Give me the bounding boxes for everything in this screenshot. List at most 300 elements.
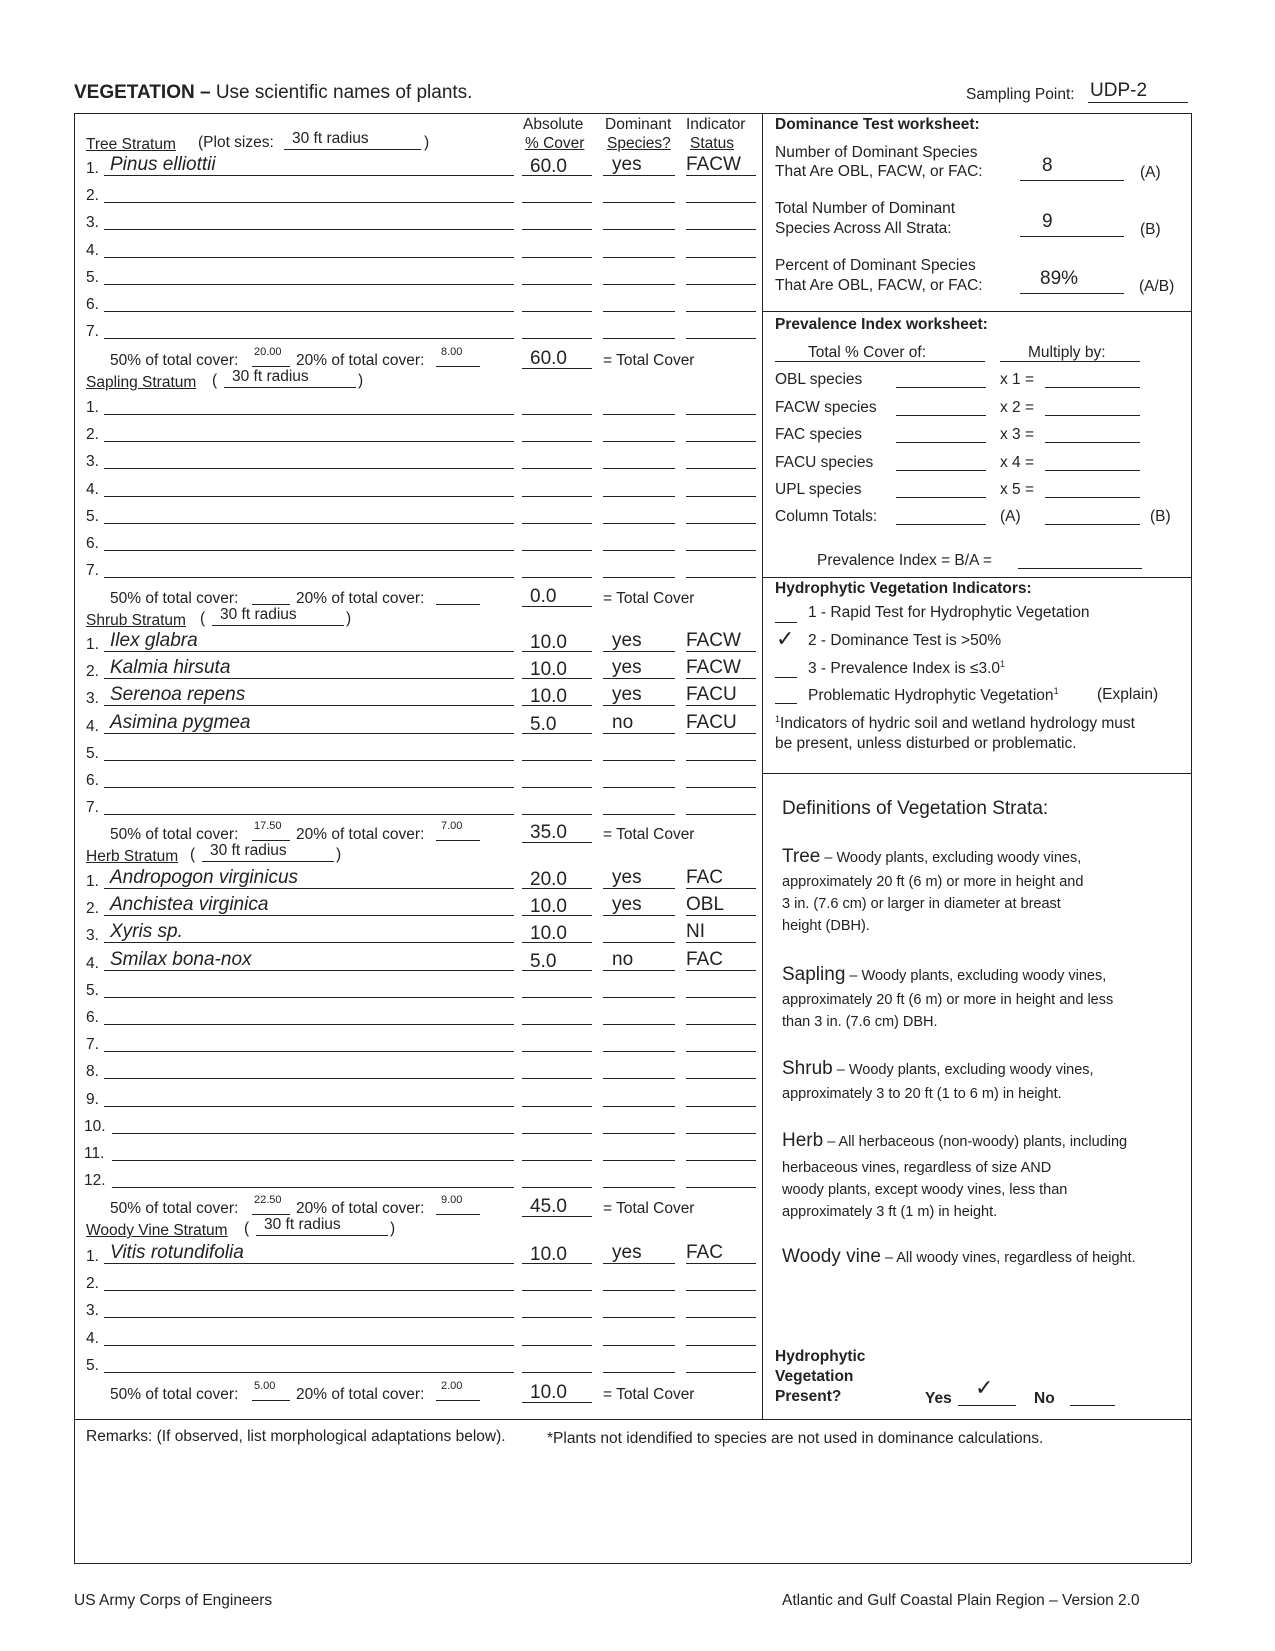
herb-dominant-line[interactable] (603, 1160, 675, 1161)
prevalence-row-cover-line[interactable] (896, 415, 986, 416)
herb-row-number: 6. (86, 1009, 99, 1026)
prevalence-row-cover-line[interactable] (896, 470, 986, 471)
herb-plot-value[interactable]: 30 ft radius (210, 842, 287, 859)
vine-status-line[interactable] (686, 1317, 756, 1318)
sapling-row-number: 6. (86, 535, 99, 552)
def-sapling-l2: approximately 20 ft (6 m) or more in height and less (782, 992, 1114, 1008)
sapling-dominant-line[interactable] (603, 523, 675, 524)
herb-dominant-line[interactable] (603, 1024, 675, 1025)
indicator-1-label: 1 - Rapid Test for Hydrophytic Vegetation (808, 604, 1090, 621)
sapling-cover-line[interactable] (522, 441, 592, 442)
indicators-title: Hydrophytic Vegetation Indicators: (775, 580, 1032, 597)
sapling-dominant-line[interactable] (603, 577, 675, 578)
tree-status-line[interactable] (686, 202, 756, 203)
shrub-species-line[interactable] (104, 814, 514, 815)
vine-row-number: 1. (86, 1248, 99, 1265)
sapling-total-label: = Total Cover (603, 590, 695, 607)
dominance-title: Dominance Test worksheet: (775, 116, 980, 133)
herb-row-number: 5. (86, 981, 99, 999)
sapling-cover-line[interactable] (522, 523, 592, 524)
dominance-b-l1: Total Number of Dominant (775, 200, 956, 217)
prevalence-row-cover-line[interactable] (896, 442, 986, 443)
vine-open-paren: ( (244, 1220, 250, 1237)
herb-cover: 10.0 (530, 896, 567, 918)
shrub-status: FACW (686, 630, 741, 651)
shrub-twenty-value[interactable]: 7.00 (441, 820, 463, 832)
herb-cover-line[interactable] (522, 1106, 592, 1107)
shrub-row-number: 1. (86, 636, 99, 653)
indicator-3-text: 3 - Prevalence Index is ≤3.0 (808, 660, 1001, 678)
tree-twenty-value[interactable]: 8.00 (441, 346, 463, 358)
sampling-point-value[interactable]: UDP-2 (1090, 80, 1148, 101)
indicator-4-label (808, 686, 1059, 705)
vine-twenty-value[interactable]: 2.00 (441, 1380, 463, 1392)
herb-species-line[interactable] (104, 997, 514, 998)
def-sapling-text: – Woody plants, excluding woody vines, (849, 968, 1107, 984)
vine-row-number: 4. (86, 1329, 99, 1347)
herb-open-paren: ( (190, 846, 196, 863)
indicator-4-explain: (Explain) (1097, 686, 1159, 703)
vine-cover-line[interactable] (522, 1345, 592, 1346)
herb-cover-line[interactable] (522, 1187, 592, 1188)
herb-status: OBL (686, 894, 725, 916)
prevalence-row-mult: x 5 = (1000, 481, 1035, 498)
tree-row-number: 3. (86, 214, 99, 232)
vine-species-line[interactable] (104, 1345, 514, 1346)
herb-row-number: 4. (86, 954, 99, 972)
present-no-label: No (1034, 1390, 1055, 1407)
vine-status-line[interactable] (686, 1290, 756, 1291)
prevalence-row-label: FACU species (775, 453, 874, 471)
shrub-dominant-line[interactable] (603, 760, 675, 761)
shrub-plot-value[interactable]: 30 ft radius (220, 606, 297, 623)
herb-status-line[interactable] (686, 997, 756, 998)
prevalence-row-mult: x 1 = (1000, 371, 1035, 388)
sampling-point-line (1088, 102, 1188, 103)
vine-status-line[interactable] (686, 1372, 756, 1373)
prevalence-row-mult: x 4 = (1000, 453, 1035, 471)
shrub-status-line[interactable] (686, 760, 756, 761)
dominance-a-l1: Number of Dominant Species (775, 144, 978, 161)
shrub-row-number: 2. (86, 663, 99, 681)
def-tree-l3: 3 in. (7.6 cm) or larger in diameter at breast (782, 896, 1061, 912)
tree-cover-line[interactable] (522, 202, 592, 203)
def-sapling-l1 (782, 964, 1106, 986)
vine-plot-value[interactable]: 30 ft radius (264, 1216, 341, 1233)
shrub-close-paren: ) (346, 610, 352, 627)
vine-dominant-line[interactable] (603, 1317, 675, 1318)
sapling-dominant-line[interactable] (603, 496, 675, 497)
present-yes-label: Yes (925, 1390, 952, 1407)
dominance-ab-value[interactable]: 89% (1040, 268, 1079, 289)
herb-dominant-line[interactable] (603, 1133, 675, 1134)
prevalence-total-a-tag: (A) (1000, 508, 1021, 525)
herb-species-line[interactable] (104, 1078, 514, 1079)
sapling-row-number: 2. (86, 426, 99, 444)
shrub-fifty-value[interactable]: 17.50 (254, 820, 282, 832)
herb-species-line[interactable] (104, 1051, 514, 1052)
vine-dominant-line[interactable] (603, 1345, 675, 1346)
col-absolute-l2: % Cover (525, 135, 585, 152)
tree-row-number: 6. (86, 296, 99, 313)
sapling-species-line[interactable] (104, 523, 514, 524)
herb-cover-line[interactable] (522, 1024, 592, 1025)
def-shrub-term: Shrub (782, 1058, 833, 1079)
sapling-stratum-label: Sapling Stratum (86, 374, 197, 391)
sapling-twenty-label: 20% of total cover: (296, 590, 425, 607)
shrub-dominant-line[interactable] (603, 787, 675, 788)
herb-row-number: 9. (86, 1090, 99, 1108)
tree-dominant-line[interactable] (603, 311, 675, 312)
prevalence-col1: Total % Cover of: (808, 344, 927, 361)
tree-twenty-line (436, 366, 480, 367)
tree-species-line[interactable] (104, 257, 514, 258)
vine-dominant: yes (612, 1242, 642, 1263)
form-title-rest: Use scientific names of plants. (215, 82, 473, 103)
shrub-species-line[interactable] (104, 760, 514, 761)
sapling-open-paren: ( (212, 372, 218, 389)
tree-status-line[interactable] (686, 284, 756, 285)
tree-fifty-value[interactable]: 20.00 (254, 346, 282, 358)
tree-twenty-label: 20% of total cover: (296, 352, 425, 369)
herb-twenty-value[interactable]: 9.00 (441, 1194, 463, 1206)
herb-cover-line[interactable] (522, 1133, 592, 1134)
tree-plot-value[interactable]: 30 ft radius (292, 130, 369, 147)
herb-close-paren: ) (336, 846, 342, 863)
herb-species-line[interactable] (112, 1187, 514, 1188)
prevalence-row-cover-line[interactable] (896, 387, 986, 388)
sapling-species-line[interactable] (104, 550, 514, 551)
herb-status-line[interactable] (686, 1106, 756, 1107)
shrub-cover: 10.0 (530, 686, 567, 708)
prevalence-row-cover-line[interactable] (896, 497, 986, 498)
tree-dominant-line[interactable] (603, 229, 675, 230)
remarks-note: *Plants not idendified to species are not used in dominance calculations. (547, 1430, 1044, 1447)
shrub-cover-line[interactable] (522, 814, 592, 815)
herb-dominant-line[interactable] (603, 1106, 675, 1107)
sapling-fifty-label: 50% of total cover: (110, 590, 239, 607)
sapling-fifty-line (252, 604, 290, 605)
tree-cover-line[interactable] (522, 257, 592, 258)
tree-species-line[interactable] (104, 338, 514, 339)
vine-dominant-line[interactable] (603, 1290, 675, 1291)
herb-row-number: 11. (84, 1145, 105, 1162)
footer-left: US Army Corps of Engineers (74, 1592, 273, 1609)
form-title (74, 82, 472, 104)
herb-dominant-line[interactable] (603, 997, 675, 998)
herb-cover-line[interactable] (522, 1078, 592, 1079)
def-shrub-l2: approximately 3 to 20 ft (1 to 6 m) in height. (782, 1086, 1062, 1102)
sapling-species-line[interactable] (104, 496, 514, 497)
shrub-dominant: yes (612, 630, 642, 651)
herb-total-label: = Total Cover (603, 1200, 695, 1217)
tree-status-line[interactable] (686, 257, 756, 258)
herb-species-line[interactable] (104, 1106, 514, 1107)
dominance-a-value[interactable]: 8 (1042, 155, 1053, 176)
indicator-1-checkbox[interactable] (775, 622, 797, 623)
sapling-status-line[interactable] (686, 468, 756, 469)
tree-row-number: 2. (86, 187, 99, 205)
sapling-cover-line[interactable] (522, 550, 592, 551)
herb-dominant-line[interactable] (603, 942, 675, 943)
vine-species-line[interactable] (104, 1372, 514, 1373)
tree-cover-line[interactable] (522, 229, 592, 230)
dominance-ab-tag: (A/B) (1139, 278, 1175, 295)
col-dominant-l1: Dominant (605, 116, 672, 133)
vine-stratum-label: Woody Vine Stratum (86, 1222, 228, 1239)
herb-status-line[interactable] (686, 1133, 756, 1134)
vine-twenty-label: 20% of total cover: (296, 1386, 425, 1403)
sapling-species-line[interactable] (104, 577, 514, 578)
prevalence-total-a-line[interactable] (896, 524, 986, 525)
shrub-dominant-line[interactable] (603, 814, 675, 815)
sapling-row-number: 3. (86, 453, 99, 471)
prevalence-row-result-line[interactable] (1045, 470, 1140, 471)
def-tree-l4: height (DBH). (782, 918, 870, 934)
tree-dominant-line[interactable] (603, 257, 675, 258)
prevalence-row-label: OBL species (775, 371, 863, 388)
footnote-text-l1: Indicators of hydric soil and wetland hydrology must (780, 715, 1135, 733)
vine-species-line[interactable] (104, 1290, 514, 1291)
sapling-dominant-line[interactable] (603, 550, 675, 551)
sapling-row-number: 1. (86, 399, 99, 416)
present-no-line[interactable] (1070, 1405, 1115, 1406)
herb-species-line[interactable] (112, 1133, 514, 1134)
vine-status-line[interactable] (686, 1345, 756, 1346)
herb-row-number: 8. (86, 1063, 99, 1081)
vine-cover: 10.0 (530, 1244, 567, 1265)
vine-row-number: 5. (86, 1356, 99, 1374)
vine-cover-line[interactable] (522, 1290, 592, 1291)
present-yes-check-icon[interactable]: ✓ (975, 1375, 994, 1400)
def-herb-term: Herb (782, 1130, 824, 1151)
tree-status-line[interactable] (686, 229, 756, 230)
sapling-status-line[interactable] (686, 577, 756, 578)
shrub-status-line[interactable] (686, 787, 756, 788)
dominance-ab-line (1020, 293, 1124, 294)
sapling-status-line[interactable] (686, 441, 756, 442)
def-sapling-term: Sapling (782, 964, 846, 985)
sapling-twenty-line (436, 604, 480, 605)
tree-fifty-label: 50% of total cover: (110, 352, 239, 369)
def-vine-term: Woody vine (782, 1246, 881, 1267)
vine-plot-line (256, 1235, 388, 1236)
herb-dominant-line[interactable] (603, 1051, 675, 1052)
prevalence-row-result-line[interactable] (1045, 442, 1140, 443)
sapling-dominant-line[interactable] (603, 468, 675, 469)
vine-fifty-value[interactable]: 5.00 (254, 1380, 276, 1392)
indicator-2-check-icon[interactable]: ✓ (776, 626, 795, 651)
tree-species-line[interactable] (104, 311, 514, 312)
frame-left (74, 113, 75, 1563)
sapling-total-value[interactable]: 0.0 (530, 586, 557, 607)
herb-status-line[interactable] (686, 1051, 756, 1052)
tree-species-line[interactable] (104, 284, 514, 285)
herb-stratum-label: Herb Stratum (86, 848, 179, 865)
prevalence-row-result-line[interactable] (1045, 497, 1140, 498)
shrub-cover-line[interactable] (522, 760, 592, 761)
sapling-dominant-line[interactable] (603, 414, 675, 415)
indicator-2-label: 2 - Dominance Test is >50% (808, 632, 1002, 649)
indicators-footnote-l1 (775, 714, 1135, 733)
herb-species: Andropogon virginicus (110, 867, 299, 888)
sapling-plot-value[interactable]: 30 ft radius (232, 368, 309, 385)
tree-total-value[interactable]: 60.0 (530, 348, 567, 369)
shrub-dominant: no (612, 711, 634, 733)
herb-cover: 10.0 (530, 923, 567, 945)
tree-dominant-line[interactable] (603, 338, 675, 339)
prevalence-row-mult: x 2 = (1000, 398, 1035, 416)
herb-fifty-value[interactable]: 22.50 (254, 1194, 282, 1206)
sapling-cover-line[interactable] (522, 496, 592, 497)
herb-row-number: 7. (86, 1036, 99, 1054)
tree-species-line[interactable] (104, 202, 514, 203)
herb-cover-line[interactable] (522, 997, 592, 998)
herb-dominant-line[interactable] (603, 1078, 675, 1079)
herb-status-line[interactable] (686, 1024, 756, 1025)
shrub-status-line[interactable] (686, 814, 756, 815)
shrub-species: Kalmia hirsuta (110, 657, 231, 679)
herb-status-line[interactable] (686, 1078, 756, 1079)
tree-dominant-line[interactable] (603, 202, 675, 203)
vine-total-value[interactable]: 10.0 (530, 1382, 567, 1403)
vine-close-paren: ) (390, 1220, 396, 1237)
herb-species-line[interactable] (112, 1160, 514, 1161)
tree-cover-line[interactable] (522, 311, 592, 312)
prevalence-total-b-line[interactable] (1045, 524, 1140, 525)
tree-plot-line (284, 149, 421, 150)
sapling-cover-line[interactable] (522, 468, 592, 469)
form-title-bold: VEGETATION – (74, 82, 211, 103)
prevalence-index-line[interactable] (1018, 568, 1142, 569)
dominance-b-line (1020, 236, 1124, 237)
vine-row-number: 2. (86, 1275, 99, 1293)
shrub-cover: 10.0 (530, 659, 567, 681)
sapling-row-number: 5. (86, 507, 99, 525)
indicator-3-label (808, 659, 1005, 678)
indicators-footnote-l2: be present, unless disturbed or problematic. (775, 735, 1077, 752)
dominance-a-l2: That Are OBL, FACW, or FAC: (775, 163, 983, 180)
def-vine-l1 (782, 1246, 1136, 1268)
herb-cover-line[interactable] (522, 1051, 592, 1052)
vine-cover-line[interactable] (522, 1317, 592, 1318)
shrub-status: FACU (686, 684, 737, 706)
sapling-status-line[interactable] (686, 523, 756, 524)
indicator-4-text: Problematic Hydrophytic Vegetation (808, 687, 1054, 705)
dominance-a-line (1020, 180, 1124, 181)
shrub-total-label: = Total Cover (603, 826, 695, 843)
tree-status-line[interactable] (686, 311, 756, 312)
tree-species: Pinus elliottii (110, 154, 216, 175)
dominance-a-tag: (A) (1140, 164, 1161, 181)
vine-cover-line[interactable] (522, 1372, 592, 1373)
indicator-4-checkbox[interactable] (775, 703, 797, 704)
herb-cover: 20.0 (530, 869, 567, 890)
def-vine-text: – All woody vines, regardless of height. (884, 1250, 1136, 1266)
sapling-species-line[interactable] (104, 468, 514, 469)
sapling-total-line (522, 606, 592, 607)
shrub-total-value[interactable]: 35.0 (530, 822, 567, 843)
herb-fifty-line (252, 1214, 290, 1215)
vine-species-line[interactable] (104, 1317, 514, 1318)
prevalence-row-result-line[interactable] (1045, 387, 1140, 388)
sapling-row-number: 4. (86, 480, 99, 498)
sapling-dominant-line[interactable] (603, 441, 675, 442)
herb-status: FAC (686, 867, 723, 888)
tree-cover-line[interactable] (522, 338, 592, 339)
vine-total-line (522, 1402, 592, 1403)
herb-cover: 5.0 (530, 950, 557, 972)
indicator-4-sup: 1 (1053, 686, 1059, 696)
herb-dominant: yes (612, 894, 642, 916)
present-l2: Vegetation (775, 1368, 854, 1385)
tree-species-line[interactable] (104, 229, 514, 230)
herb-status-line[interactable] (686, 1187, 756, 1188)
frame-middle (762, 113, 763, 1419)
vine-dominant-line[interactable] (603, 1372, 675, 1373)
herb-dominant-line[interactable] (603, 1187, 675, 1188)
herb-status-line[interactable] (686, 1160, 756, 1161)
shrub-species-line[interactable] (104, 787, 514, 788)
tree-cover-line[interactable] (522, 284, 592, 285)
shrub-fifty-label: 50% of total cover: (110, 826, 239, 843)
sapling-status-line[interactable] (686, 496, 756, 497)
prevalence-col1-line (775, 361, 985, 362)
sapling-cover-line[interactable] (522, 577, 592, 578)
shrub-twenty-line (436, 840, 480, 841)
sapling-close-paren: ) (358, 372, 364, 389)
herb-status: NI (686, 921, 705, 943)
tree-fifty-line (252, 366, 290, 367)
sampling-point-label: Sampling Point: (966, 86, 1075, 103)
herb-row-number: 1. (86, 873, 99, 890)
vine-fifty-line (252, 1400, 290, 1401)
shrub-cover-line[interactable] (522, 787, 592, 788)
sapling-status-line[interactable] (686, 550, 756, 551)
def-herb-l4: approximately 3 ft (1 m) in height. (782, 1204, 998, 1220)
tree-dominant-line[interactable] (603, 284, 675, 285)
sapling-species-line[interactable] (104, 441, 514, 442)
def-tree-l2: approximately 20 ft (6 m) or more in height and (782, 874, 1084, 890)
vine-total-label: = Total Cover (603, 1386, 695, 1403)
shrub-dominant: yes (612, 684, 642, 706)
vine-row-number: 3. (86, 1302, 99, 1320)
prevalence-total-b-tag: (B) (1150, 508, 1171, 525)
sapling-species-line[interactable] (104, 414, 514, 415)
sapling-cover-line[interactable] (522, 414, 592, 415)
frame-remarks-top (74, 1419, 1191, 1420)
shrub-total-line (522, 842, 592, 843)
tree-cover: 60.0 (530, 156, 567, 177)
herb-cover-line[interactable] (522, 1160, 592, 1161)
sapling-status-line[interactable] (686, 414, 756, 415)
indicator-3-sup: 1 (1000, 659, 1006, 669)
tree-row-number: 5. (86, 268, 99, 286)
def-herb-l1 (782, 1130, 1127, 1152)
shrub-row-number: 3. (86, 690, 99, 708)
indicator-3-checkbox[interactable] (775, 677, 797, 678)
herb-species-line[interactable] (104, 1024, 514, 1025)
prevalence-row-result-line[interactable] (1045, 415, 1140, 416)
shrub-row-number: 6. (86, 772, 99, 789)
tree-stratum-label: Tree Stratum (86, 136, 176, 153)
tree-status-line[interactable] (686, 338, 756, 339)
dominance-b-value[interactable]: 9 (1042, 211, 1053, 232)
herb-total-value[interactable]: 45.0 (530, 1196, 567, 1217)
herb-row-number: 12. (84, 1172, 106, 1190)
col-absolute-l1: Absolute (523, 116, 584, 133)
present-yes-line (958, 1405, 1016, 1406)
